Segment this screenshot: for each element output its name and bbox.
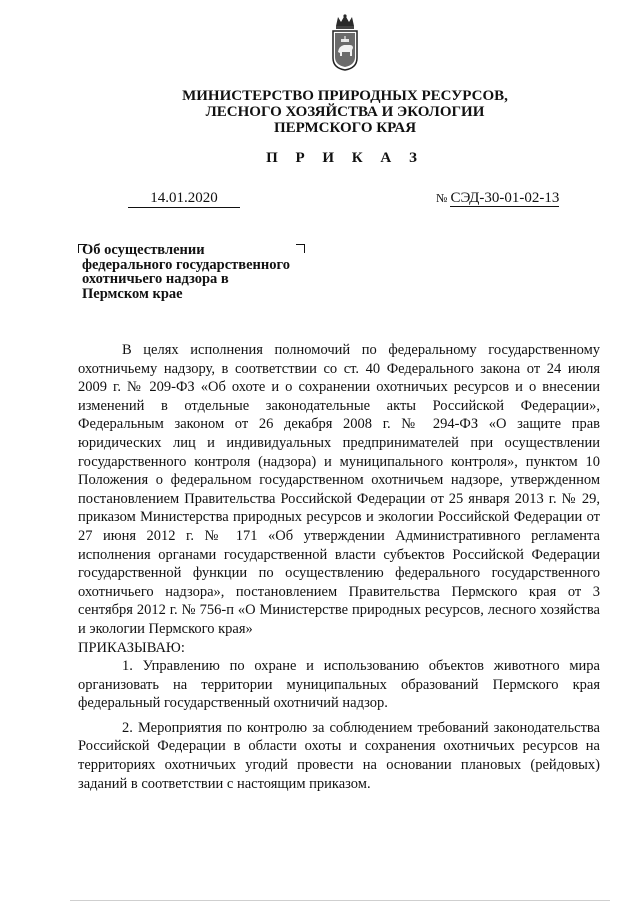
number-sign: № bbox=[436, 191, 448, 205]
order-subject bbox=[82, 243, 322, 301]
order-number-value: СЭД-30-01-02-13 bbox=[450, 190, 560, 206]
ministry-line: МИНИСТЕРСТВО ПРИРОДНЫХ РЕСУРСОВ, bbox=[182, 88, 508, 104]
order-item: 1. Управлению по охране и использованию объектов животного мира организовать на территории муниципальных образований Пермского края федеральный государственный охотничий надзор. bbox=[78, 658, 600, 712]
order-body bbox=[78, 341, 600, 793]
document-type: П Р И К А З bbox=[266, 150, 424, 166]
order-date: 14.01.2020 bbox=[128, 190, 240, 208]
subject-line: Пермском крае bbox=[82, 285, 183, 302]
subject-line: охотничьего надзора в bbox=[82, 271, 229, 287]
preamble-paragraph: В целях исполнения полномочий по федеральному государственному охотничьему надзору, в соответствии со ст. 40 Федерального закона от 24 июля 2009 г. № 209-ФЗ «Об охоте и о сохранении охотничьих ресурсов и о внесении изменений в отдельные законодательные акты Российской Федерации», Федеральным законом от 26 декабря 2008 г. № 294-ФЗ «О защите прав юридических лиц и индивидуальных предпринимателей при осуществлении государственного контроля (надзора) и муниципального контроля», пунктом 10 Положения о федеральном государственном охотничьем надзоре, утвержденном постановлением Правительства Российской Федерации от 25 января 2013 г. № 29, приказом Министерства природных ресурсов и экологии Российской Федерации от 27 июня 2012 г. № 171 «Об утверждении Административного регламента исполнения органами государственной власти субъектов Российской Федерации государственной функции по осуществлению федерального государственного охотничьего надзора», постановлением Правительства Пермского края от 3 сентября 2012 г. № 756-п «О Министерстве природных ресурсов, лесного хозяйства и экологии Пермского края» bbox=[78, 342, 600, 637]
subject-line: Об осуществлении bbox=[82, 242, 205, 258]
order-item: 2. Мероприятия по контролю за соблюдением требований законодательства Российской Федерации в области охоты и сохранения охотничьих ресурсов на территориях охотничьих угодий провести на основании плановых (рейдовых) заданий в соответствии с настоящим приказом. bbox=[78, 719, 600, 792]
order-directive: ПРИКАЗЫВАЮ: bbox=[78, 639, 185, 656]
subject-line: федерального государственного bbox=[82, 256, 290, 273]
order-number bbox=[436, 190, 559, 207]
ministry-name bbox=[150, 88, 540, 136]
ministry-line: ПЕРМСКОГО КРАЯ bbox=[273, 120, 417, 136]
ministry-line: ЛЕСНОГО ХОЗЯЙСТВА И ЭКОЛОГИИ bbox=[205, 104, 485, 120]
page-bottom-rule bbox=[70, 900, 610, 901]
coat-of-arms-icon bbox=[330, 12, 360, 72]
